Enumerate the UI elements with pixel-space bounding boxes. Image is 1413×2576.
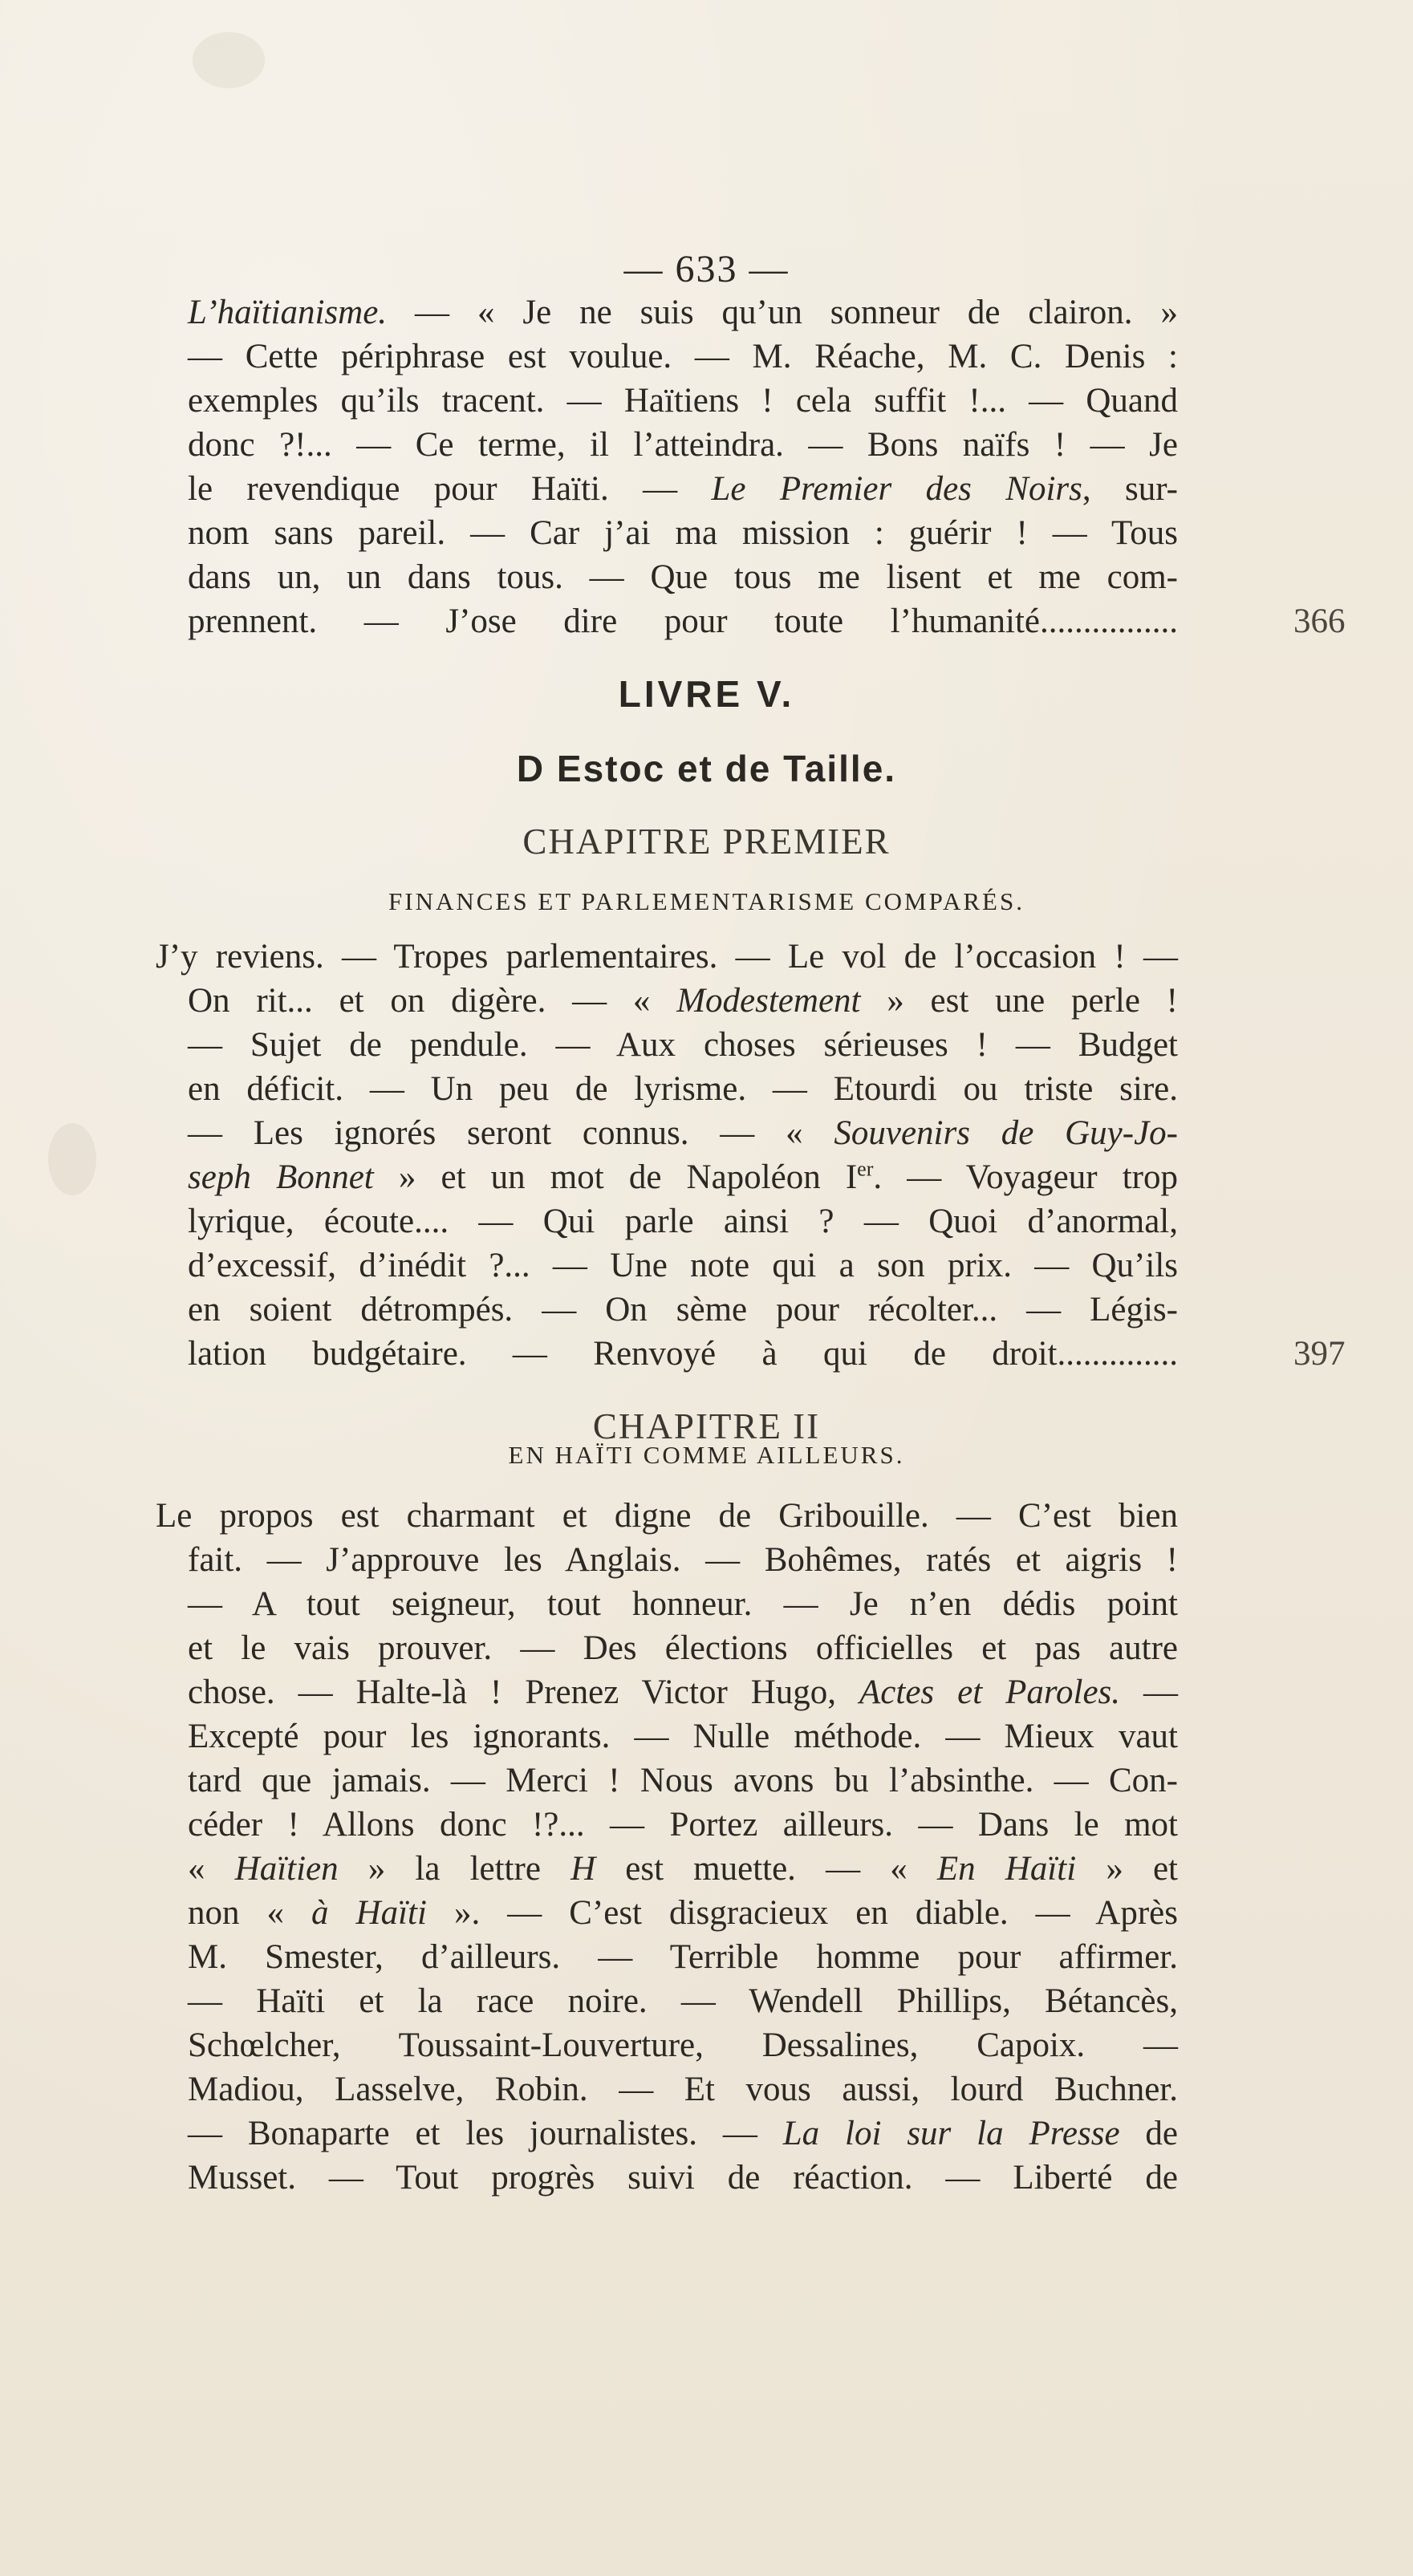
- summary-line: Madiou, Lasselve, Robin. — Et vous aussi, lourd Buchner.: [188, 2071, 1178, 2108]
- page-number: — 633 —: [623, 248, 790, 290]
- summary-line: lyrique, écoute.... — Qui parle ainsi ? — Quoi d’anormal,: [188, 1203, 1178, 1240]
- summary-line: fait. — J’approuve les Anglais. — Bohêmes, ratés et aigris !: [188, 1541, 1178, 1579]
- summary-line: seph Bonnet » et un mot de Napoléon Ier. — Voyageur trop: [188, 1157, 1178, 1196]
- summary-line: Schœlcher, Toussaint-Louverture, Dessalines, Capoix. —: [188, 2026, 1178, 2064]
- summary-line: chose. — Halte-là ! Prenez Victor Hugo, Actes et Paroles. —: [188, 1673, 1178, 1711]
- chapter-title: EN HAÏTI COMME AILLEURS.: [508, 1441, 905, 1469]
- summary-line: — Les ignorés seront connus. — « Souvenirs de Guy-Jo-: [188, 1114, 1178, 1152]
- summary-line: tard que jamais. — Merci ! Nous avons bu l’absinthe. — Con-: [188, 1762, 1178, 1799]
- summary-line: lation budgétaire. — Renvoyé à qui de droit..............: [188, 1335, 1178, 1373]
- paper-stain: [48, 1123, 96, 1195]
- book-subtitle: D Estoc et de Taille.: [516, 748, 897, 789]
- paper-stain: [193, 32, 265, 88]
- summary-line: — Cette périphrase est voulue. — M. Réache, M. C. Denis :: [188, 338, 1178, 375]
- intro-summary: [188, 290, 1178, 643]
- summary-line: — Bonaparte et les journalistes. — La loi sur la Presse de: [188, 2115, 1179, 2152]
- chapter1-summary: [156, 935, 1178, 1376]
- summary-line: et le vais prouver. — Des élections officielles et pas autre: [188, 1629, 1178, 1667]
- chapter-title: FINANCES ET PARLEMENTARISME COMPARÉS.: [388, 887, 1025, 915]
- summary-line: — A tout seigneur, tout honneur. — Je n’en dédis point: [188, 1585, 1178, 1623]
- summary-line: dans un, un dans tous. — Que tous me lisent et me com-: [188, 558, 1178, 596]
- summary-line: le revendique pour Haïti. — Le Premier des Noirs, sur-: [188, 470, 1178, 508]
- summary-line: d’excessif, d’inédit ?... — Une note qui a son prix. — Qu’ils: [188, 1247, 1178, 1284]
- toc-page-ref: 397: [1293, 1335, 1346, 1373]
- toc-page-ref: 366: [1293, 602, 1346, 640]
- chapter-heading: CHAPITRE II: [592, 1406, 821, 1446]
- summary-line: céder ! Allons donc !?... — Portez ailleurs. — Dans le mot: [188, 1806, 1178, 1844]
- summary-line: nom sans pareil. — Car j’ai ma mission : guérir ! — Tous: [188, 514, 1178, 552]
- summary-line: L’haïtianisme. — « Je ne suis qu’un sonneur de clairon. »: [188, 294, 1178, 331]
- summary-line: prennent. — J’ose dire pour toute l’humanité................: [188, 602, 1178, 640]
- chapter-heading: CHAPITRE PREMIER: [522, 821, 891, 862]
- summary-line: Musset. — Tout progrès suivi de réaction. — Liberté de: [188, 2159, 1178, 2197]
- summary-line: non « à Haïti ». — C’est disgracieux en diable. — Après: [188, 1894, 1178, 1932]
- chapter2-summary: [156, 1494, 1179, 2200]
- summary-line: exemples qu’ils tracent. — Haïtiens ! cela suffit !... — Quand: [188, 382, 1178, 420]
- summary-line: en soient détrompés. — On sème pour récolter... — Légis-: [188, 1291, 1178, 1329]
- summary-line: On rit... et on digère. — « Modestement » est une perle !: [188, 982, 1178, 1020]
- summary-line: M. Smester, d’ailleurs. — Terrible homme pour affirmer.: [188, 1938, 1178, 1976]
- summary-line: donc ?!... — Ce terme, il l’atteindra. — Bons naïfs ! — Je: [188, 426, 1178, 464]
- summary-line: en déficit. — Un peu de lyrisme. — Etourdi ou triste sire.: [188, 1070, 1178, 1108]
- summary-line: J’y reviens. — Tropes parlementaires. — Le vol de l’occasion ! —: [156, 938, 1178, 976]
- summary-line: — Sujet de pendule. — Aux choses sérieuses ! — Budget: [188, 1026, 1178, 1064]
- book-heading: LIVRE V.: [618, 673, 795, 715]
- summary-line: « Haïtien » la lettre H est muette. — « En Haïti » et: [188, 1850, 1178, 1888]
- summary-line: — Haïti et la race noire. — Wendell Phillips, Bétancès,: [188, 1982, 1178, 2020]
- summary-line: Le propos est charmant et digne de Gribouille. — C’est bien: [156, 1497, 1178, 1535]
- summary-line: Excepté pour les ignorants. — Nulle méthode. — Mieux vaut: [188, 1718, 1178, 1755]
